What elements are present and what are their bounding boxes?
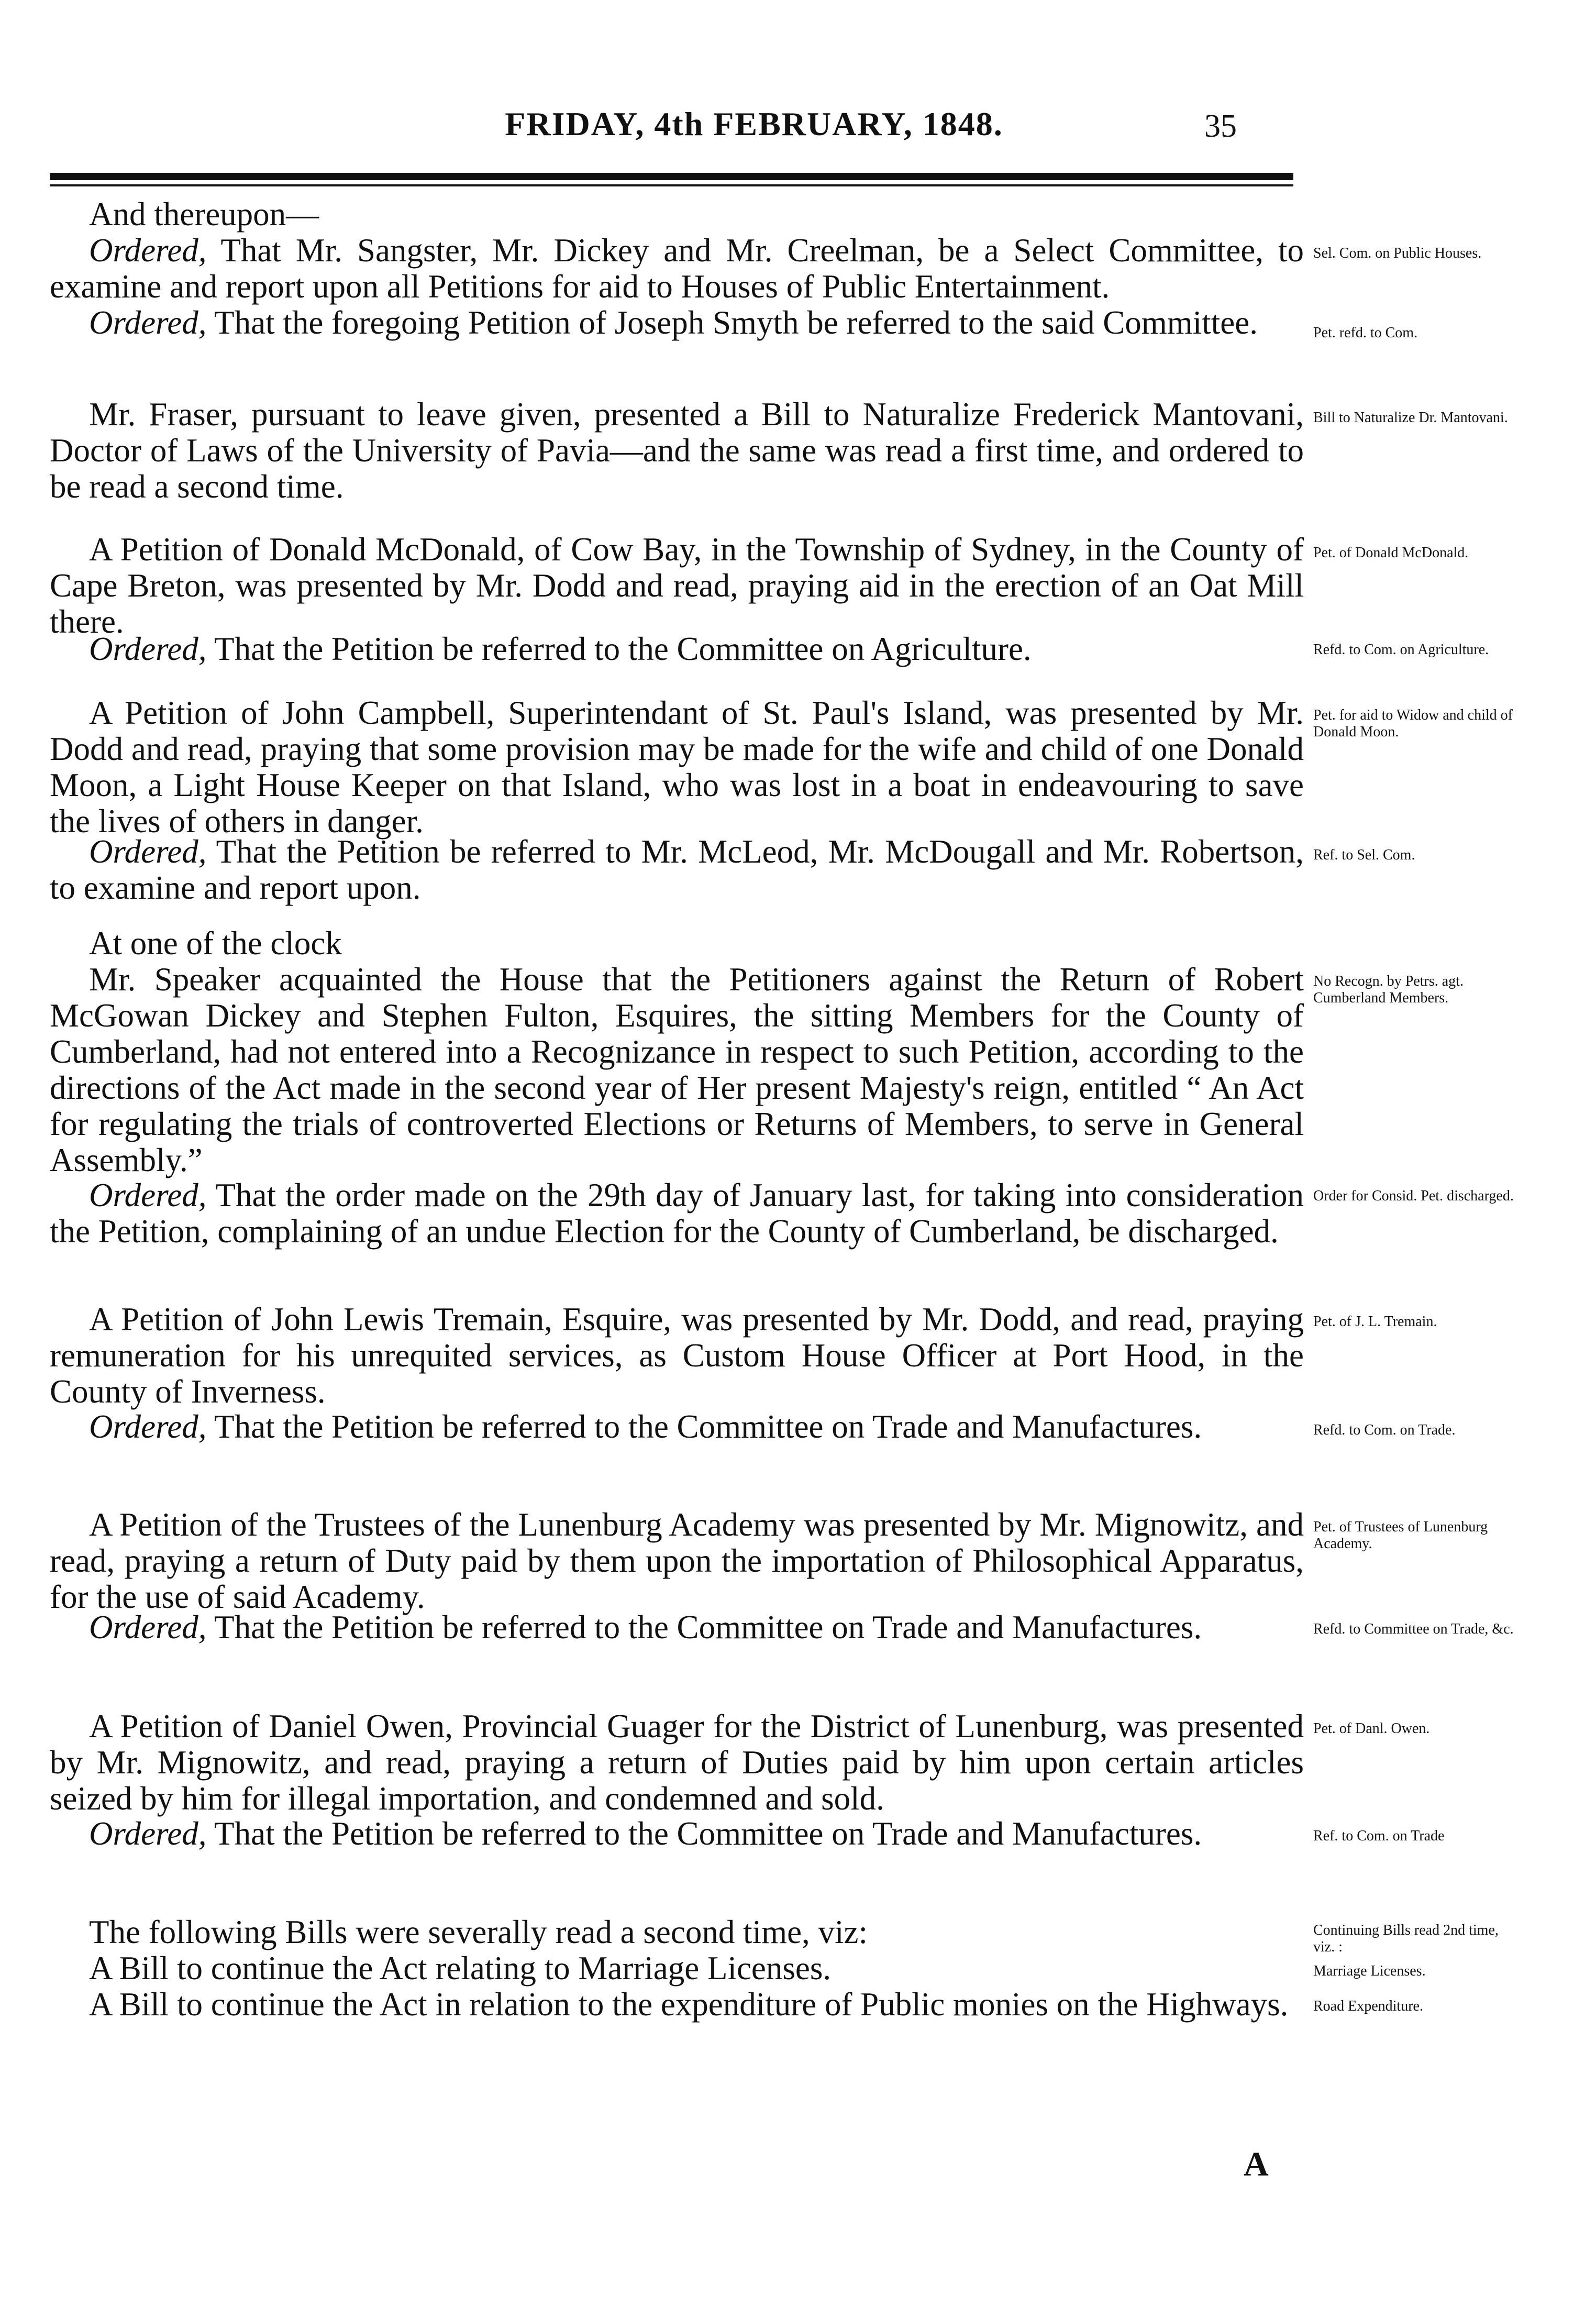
- paragraph-highways-bill: A Bill to continue the Act in relation to the expenditure of Public monies on the Highways.: [89, 1986, 1289, 2023]
- margin-note: Bill to Naturalize Dr. Mantovani.: [1313, 410, 1508, 426]
- margin-note: Pet. of Trustees of Lunenburg Academy.: [1313, 1519, 1488, 1552]
- margin-note: Pet. of Donald McDonald.: [1313, 545, 1469, 561]
- margin-note: Ref. to Sel. Com.: [1313, 847, 1415, 863]
- paragraph-ordered-trade-1: Ordered, That the Petition be referred to the Committee on Trade and Manufactures.: [89, 1408, 1202, 1445]
- paragraph-campbell-petition: A Petition of John Campbell, Superintendant of St. Paul's Island, was presented by Mr. Dodd and read, praying that some provision may be made for the wife and child of one Donald Moon, a Light House Keeper on that Island, who was lost in a boat in endeavouring to save the lives of others in danger.: [50, 694, 1304, 840]
- paragraph-ordered-trade-2: Ordered, That the Petition be referred to the Committee on Trade and Manufactures.: [89, 1609, 1202, 1646]
- margin-note: Pet. of J. L. Tremain.: [1313, 1314, 1437, 1330]
- margin-note: Order for Consid. Pet. discharged.: [1313, 1188, 1514, 1204]
- paragraph-and-thereupon: And thereupon—: [89, 196, 319, 233]
- paragraph-ordered-select-committee: Ordered, That Mr. Sangster, Mr. Dickey and Mr. Creelman, be a Select Committee, to examine and report upon all Petitions for aid to Houses of Public Entertainment.: [50, 232, 1304, 305]
- header-rule-thin: [50, 184, 1293, 186]
- margin-note: Road Expenditure.: [1313, 1998, 1423, 2014]
- margin-note: Refd. to Com. on Trade.: [1313, 1422, 1456, 1438]
- paragraph-marriage-licenses-bill: A Bill to continue the Act relating to Marriage Licenses.: [89, 1950, 832, 1987]
- catchword: A: [1244, 2145, 1269, 2183]
- margin-note: Pet. of Danl. Owen.: [1313, 1720, 1430, 1737]
- margin-note: Pet. for aid to Widow and child of Donald Moon.: [1313, 707, 1513, 740]
- margin-note: Refd. to Committee on Trade, &c.: [1313, 1621, 1514, 1637]
- margin-note: Continuing Bills read 2nd time, viz. :: [1313, 1922, 1499, 1955]
- paragraph-speaker-recognizance: Mr. Speaker acquainted the House that the Petitioners against the Return of Robert McGowan Dickey and Stephen Fulton, Esquires, the sitting Members for the County of Cumberland, had not entered into a Recognizance in respect to such Petition, according to the directions of the Act made in the second year of Her present Majesty's reign, entitled “ An Act for regulating the trials of controverted Elections or Returns of Members, to serve in General Assembly.”: [50, 961, 1304, 1178]
- running-head: FRIDAY, 4th FEBRUARY, 1848.: [505, 105, 1003, 142]
- margin-note: Marriage Licenses.: [1313, 1963, 1426, 1979]
- paragraph-bills-second-reading: The following Bills were severally read a second time, viz:: [89, 1914, 868, 1950]
- page-number: 35: [1204, 108, 1237, 144]
- paragraph-lunenburg-academy: A Petition of the Trustees of the Lunenburg Academy was presented by Mr. Mignowitz, and read, praying a return of Duty paid by them upon the importation of Philosophical Apparatus, for the use of said Academy.: [50, 1506, 1304, 1615]
- paragraph-mcdonald-petition: A Petition of Donald McDonald, of Cow Bay, in the Township of Sydney, in the County of Cape Breton, was presented by Mr. Dodd and read, praying aid in the erection of an Oat Mill there.: [50, 531, 1304, 640]
- paragraph-ordered-smyth-petition: Ordered, That the foregoing Petition of Joseph Smyth be referred to the said Committee.: [89, 304, 1258, 341]
- paragraph-one-of-the-clock: At one of the clock: [89, 925, 342, 962]
- paragraph-tremain-petition: A Petition of John Lewis Tremain, Esquire, was presented by Mr. Dodd, and read, praying remuneration for his unrequited services, as Custom House Officer at Port Hood, in the County of Inverness.: [50, 1301, 1304, 1410]
- margin-note: Refd. to Com. on Agriculture.: [1313, 642, 1489, 658]
- margin-note: Sel. Com. on Public Houses.: [1313, 245, 1482, 261]
- header-rule-thick: [50, 173, 1293, 180]
- margin-note: No Recogn. by Petrs. agt. Cumberland Members.: [1313, 973, 1464, 1006]
- paragraph-mantovani-bill: Mr. Fraser, pursuant to leave given, presented a Bill to Naturalize Frederick Mantovani, Doctor of Laws of the University of Pavia—and the same was read a first time, and ordered to be read a second time.: [50, 396, 1304, 505]
- margin-note: Pet. refd. to Com.: [1313, 325, 1418, 341]
- paragraph-ordered-mcleod: Ordered, That the Petition be referred to Mr. McLeod, Mr. McDougall and Mr. Robertson, to examine and report upon.: [50, 833, 1304, 906]
- paragraph-owen-petition: A Petition of Daniel Owen, Provincial Guager for the District of Lunenburg, was presented by Mr. Mignowitz, and read, praying a return of Duties paid by him upon certain articles seized by him for illegal importation, and condemned and sold.: [50, 1708, 1304, 1817]
- paragraph-ordered-agriculture: Ordered, That the Petition be referred to the Committee on Agriculture.: [89, 631, 1032, 667]
- paragraph-ordered-discharged: Ordered, That the order made on the 29th day of January last, for taking into consideration the Petition, complaining of an undue Election for the County of Cumberland, be discharged.: [50, 1177, 1304, 1250]
- paragraph-ordered-trade-3: Ordered, That the Petition be referred to the Committee on Trade and Manufactures.: [89, 1815, 1202, 1852]
- margin-note: Ref. to Com. on Trade: [1313, 1828, 1445, 1844]
